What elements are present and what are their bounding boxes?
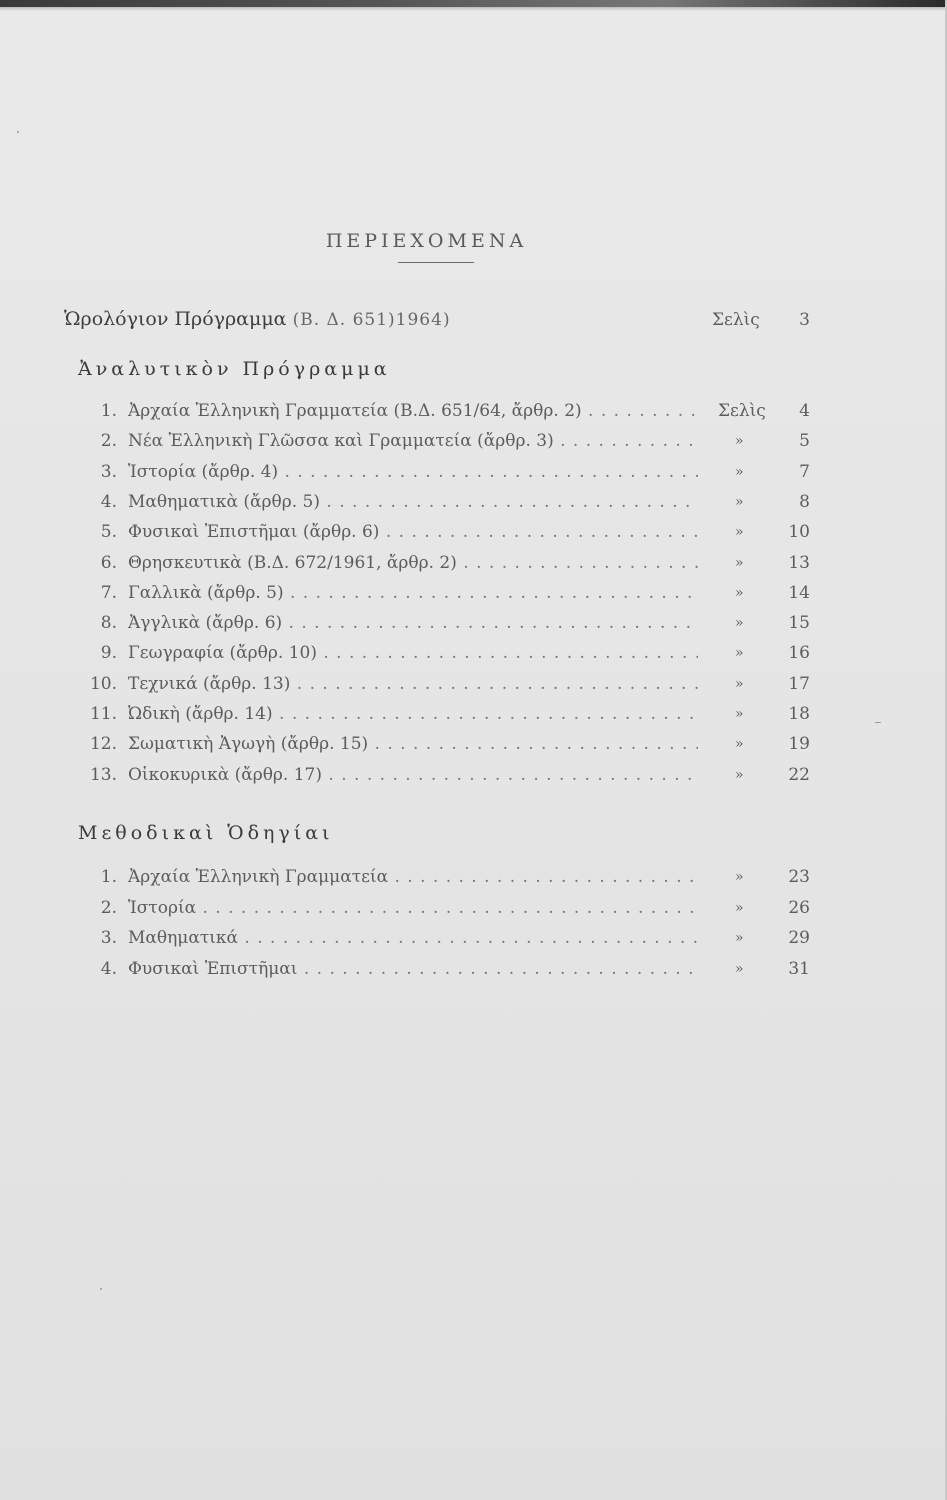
toc-entry [0,762,947,788]
toc-ditto-mark: » [735,615,744,632]
toc-entry-title: Φυσικαὶ Ἐπιστῆμαι . . . [128,956,698,982]
toc-page-label: Σελὶς [718,401,766,421]
toc-entry-page: 4 [799,401,810,421]
toc-entry-page: 19 [788,734,810,755]
toc-entry [0,895,947,921]
dust-speck [100,1288,102,1290]
page-top-shadow [0,7,947,11]
toc-entry-number: 4. [100,491,117,512]
toc-entry-number: 9. [100,643,117,664]
toc-ditto-mark: » [735,524,744,541]
toc-entry-number: 11. [89,704,117,724]
toc-entry [0,864,947,890]
toc-entry-page: 18 [788,704,810,724]
toc-entry [0,731,947,757]
toc-entry [0,519,947,545]
toc-entry-number: 1. [100,401,117,421]
toc-entry-page: 23 [788,867,810,887]
timetable-ref: (Β. Δ. 651)1964) [292,310,451,330]
toc-entry-title: Θρησκευτικὰ (Β.Δ. 672/1961, ἄρθρ. 2) . . . [128,550,698,576]
toc-entry-number: 2. [100,431,117,452]
toc-entry-title: Σωματικὴ Ἀγωγὴ (ἄρθρ. 15) . . . [128,731,698,757]
toc-entry-page: 10 [788,522,810,543]
toc-ditto-mark: » [735,463,744,480]
toc-entry [0,610,947,636]
toc-ditto-mark: » [735,930,744,947]
toc-entry-number: 3. [100,461,117,482]
toc-entry [0,398,947,424]
toc-entry-title: Τεχνικά (ἄρθρ. 13) . . . [128,671,698,697]
toc-entry-title: Γεωγραφία (ἄρθρ. 10) . . . [128,640,698,666]
toc-entry [0,550,947,576]
toc-entry-page: 26 [788,897,810,918]
toc-entry-title: Ἱστορία . . . [128,895,698,921]
toc-entry [0,701,947,727]
section-heading-methodical: Μεθοδικαὶ Ὁδηγίαι [78,822,334,844]
toc-entry-number: 5. [100,522,117,543]
title-underline [398,262,474,263]
toc-entry-number: 13. [89,764,117,785]
toc-entry-title: Ὠδικὴ (ἄρθρ. 14) . . . [128,701,698,727]
timetable-page-number: 3 [799,310,810,330]
section-heading-analytic: Ἀναλυτικὸν Πρόγραμμα [78,358,391,380]
toc-ditto-mark: » [735,869,744,885]
toc-entry-title: Μαθηματικά . . . [128,925,698,951]
toc-entry-page: 15 [788,613,810,634]
toc-entry-number: 8. [100,613,117,634]
toc-entry-title: Ἱστορία (ἄρθρ. 4) . . . [128,459,698,485]
toc-ditto-mark: » [735,493,744,510]
toc-entry-number: 10. [89,673,117,694]
toc-entry-page: 14 [788,582,810,603]
toc-entry-number: 3. [100,928,117,949]
toc-entry [0,428,947,454]
toc-entry-title: Ἀγγλικὰ (ἄρθρ. 6) . . . [128,610,698,636]
toc-entry-title: Νέα Ἑλληνικὴ Γλῶσσα καὶ Γραμματεία (ἄρθρ. 3) . . . [128,428,698,454]
toc-ditto-mark: » [735,675,744,692]
toc-ditto-mark: » [735,433,744,450]
toc-ditto-mark: » [735,961,744,978]
toc-ditto-mark: » [735,554,744,571]
toc-entry-title: Ἀρχαία Ἑλληνικὴ Γραμματεία (Β.Δ. 651/64, ἄρθρ. 2) . . . [128,398,698,424]
toc-entry-title: Γαλλικὰ (ἄρθρ. 5) . . . [128,580,698,606]
toc-entry-page: 31 [788,959,810,980]
toc-entry-title: Οἰκοκυρικὰ (ἄρθρ. 17) . . . [128,762,698,788]
toc-ditto-mark: » [735,736,744,753]
timetable-label: Ὡρολόγιον Πρόγραμμα [64,308,287,330]
page-title: ΠΕΡΙΕΧΟΜΕΝΑ [325,230,528,252]
toc-ditto-mark: » [735,645,744,662]
toc-entry [0,671,947,697]
toc-ditto-mark: » [735,766,744,783]
toc-ditto-mark: » [735,706,744,722]
page-top-edge [0,0,947,7]
toc-entry-title: Ἀρχαία Ἑλληνικὴ Γραμματεία . . . [128,864,698,890]
toc-entry [0,640,947,666]
toc-entry-title: Φυσικαὶ Ἐπιστῆμαι (ἄρθρ. 6) . . . [128,519,698,545]
toc-entry-number: 4. [100,959,117,980]
toc-entry-page: 17 [788,673,810,694]
toc-entry-page: 16 [788,643,810,664]
toc-entry [0,489,947,515]
toc-entry [0,459,947,485]
toc-entry-title: Μαθηματικὰ (ἄρθρ. 5) . . . [128,489,698,515]
toc-entry-number: 7. [100,582,117,603]
toc-entry [0,925,947,951]
toc-ditto-mark: » [735,899,744,916]
toc-entry-page: 22 [788,764,810,785]
toc-ditto-mark: » [735,584,744,601]
toc-entry-page: 8 [799,491,810,512]
toc-entry-page: 7 [799,461,810,482]
timetable-entry [64,308,451,330]
toc-entry [0,580,947,606]
dust-speck [17,131,19,133]
toc-entry-page: 13 [788,552,810,573]
timetable-page-label: Σελὶς [712,310,760,330]
toc-entry-number: 2. [100,897,117,918]
toc-entry-number: 12. [89,734,117,755]
toc-entry [0,956,947,982]
toc-entry-number: 1. [100,867,117,887]
toc-entry-page: 5 [799,431,810,452]
toc-entry-page: 29 [788,928,810,949]
toc-entry-number: 6. [100,552,117,573]
